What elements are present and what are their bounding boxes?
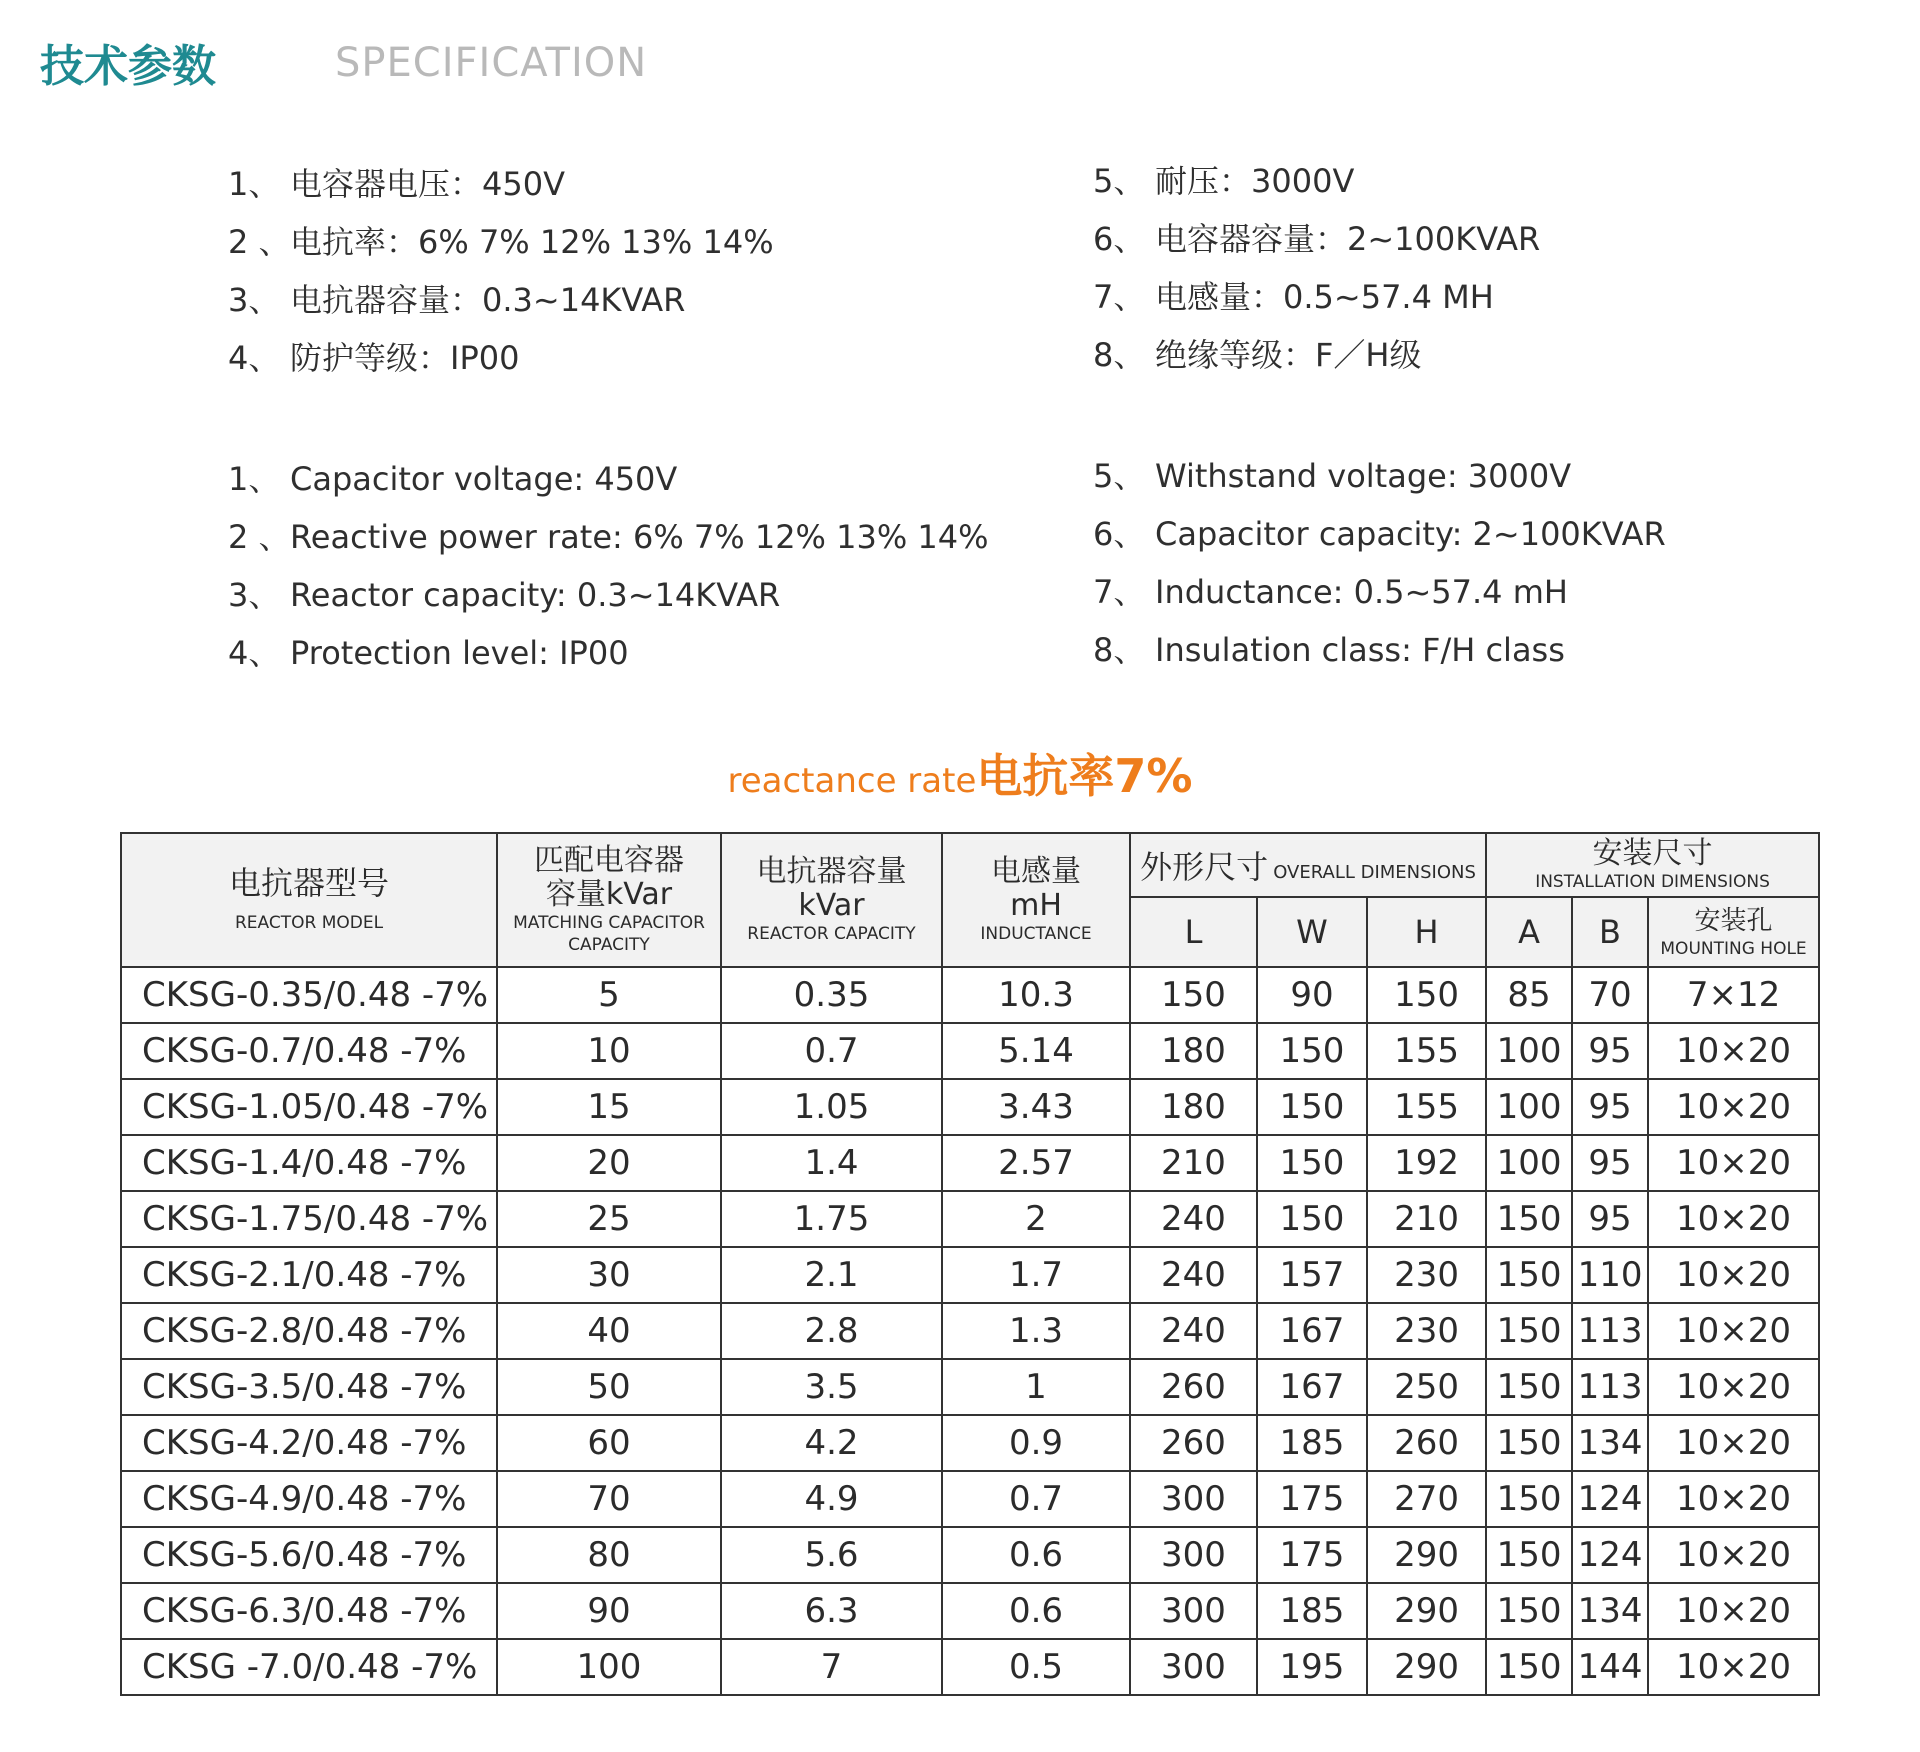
cell-model: CKSG-0.7/0.48 -7% bbox=[121, 1023, 497, 1079]
table-cell: 260 bbox=[1130, 1415, 1257, 1471]
table-cell: 4.9 bbox=[721, 1471, 942, 1527]
table-row bbox=[121, 1303, 1819, 1359]
header-dim-cn: 外形尺寸 bbox=[1140, 848, 1269, 886]
table-cell: 2.1 bbox=[721, 1247, 942, 1303]
table-cell: 195 bbox=[1257, 1639, 1367, 1695]
spec-item-text: Insulation class: F/H class bbox=[1155, 631, 1565, 669]
cell-model: CKSG-2.8/0.48 -7% bbox=[121, 1303, 497, 1359]
table-cell: 6.3 bbox=[721, 1583, 942, 1639]
header-rcap-en: REACTOR CAPACITY bbox=[747, 924, 916, 944]
spec-item bbox=[1093, 447, 1666, 505]
table-cell: 3.5 bbox=[721, 1359, 942, 1415]
table-cell: 10×20 bbox=[1648, 1135, 1819, 1191]
table-row bbox=[121, 1359, 1819, 1415]
spec-table bbox=[120, 832, 1820, 1696]
header-dim-en: OVERALL DIMENSIONS bbox=[1273, 862, 1476, 883]
page-subtitle: SPECIFICATION bbox=[335, 40, 648, 86]
spec-item-number: 2 、 bbox=[228, 518, 291, 556]
table-cell: 85 bbox=[1486, 967, 1572, 1023]
table-row bbox=[121, 1471, 1819, 1527]
table-cell: 270 bbox=[1367, 1471, 1486, 1527]
table-cell: 150 bbox=[1486, 1359, 1572, 1415]
spec-item bbox=[228, 624, 989, 682]
table-cell: 134 bbox=[1572, 1583, 1648, 1639]
table-cell: 100 bbox=[1486, 1023, 1572, 1079]
spec-item-text: Withstand voltage: 3000V bbox=[1155, 457, 1572, 495]
spec-item-text: 防护等级：IP00 bbox=[290, 339, 520, 377]
table-cell: 134 bbox=[1572, 1415, 1648, 1471]
table-cell: 300 bbox=[1130, 1527, 1257, 1583]
table-cell: 290 bbox=[1367, 1639, 1486, 1695]
header-rcap-cn1: 电抗器容量 bbox=[756, 854, 907, 889]
table-cell: 10×20 bbox=[1648, 1359, 1819, 1415]
table-row bbox=[121, 1247, 1819, 1303]
spec-item-text: 电容器电压：450V bbox=[290, 165, 565, 203]
header-reactor-capacity bbox=[721, 833, 942, 967]
spec-item-number: 3、 bbox=[228, 281, 281, 319]
header-model-cn: 电抗器型号 bbox=[228, 864, 389, 902]
header-inst-en: INSTALLATION DIMENSIONS bbox=[1535, 872, 1770, 892]
table-cell: 10×20 bbox=[1648, 1023, 1819, 1079]
table-cell: 40 bbox=[497, 1303, 721, 1359]
spec-item-number: 3、 bbox=[228, 576, 281, 614]
table-cell: 175 bbox=[1257, 1471, 1367, 1527]
header-cap-cn2: 容量kVar bbox=[545, 877, 673, 912]
table-cell: 0.6 bbox=[942, 1583, 1130, 1639]
spec-list-en-left bbox=[228, 450, 989, 682]
table-cell: 144 bbox=[1572, 1639, 1648, 1695]
spec-item-number: 4、 bbox=[228, 634, 281, 672]
table-cell: 4.2 bbox=[721, 1415, 942, 1471]
cell-model: CKSG -7.0/0.48 -7% bbox=[121, 1639, 497, 1695]
table-cell: 0.9 bbox=[942, 1415, 1130, 1471]
cell-model: CKSG-1.75/0.48 -7% bbox=[121, 1191, 497, 1247]
table-row bbox=[121, 967, 1819, 1023]
table-cell: 240 bbox=[1130, 1191, 1257, 1247]
cell-model: CKSG-4.2/0.48 -7% bbox=[121, 1415, 497, 1471]
table-cell: 10×20 bbox=[1648, 1471, 1819, 1527]
table-cell: 260 bbox=[1130, 1359, 1257, 1415]
spec-item-text: Capacitor voltage: 450V bbox=[290, 460, 678, 498]
table-cell: 150 bbox=[1486, 1639, 1572, 1695]
spec-item-text: Protection level: IP00 bbox=[290, 634, 629, 672]
header-inst-cn: 安装尺寸 bbox=[1592, 836, 1713, 871]
spec-item-text: 电容器容量：2~100KVAR bbox=[1155, 220, 1541, 258]
header-matching-capacity bbox=[497, 833, 721, 967]
spec-item bbox=[228, 566, 989, 624]
table-cell: 150 bbox=[1257, 1135, 1367, 1191]
table-cell: 290 bbox=[1367, 1527, 1486, 1583]
spec-item bbox=[228, 213, 774, 271]
table-cell: 70 bbox=[1572, 967, 1648, 1023]
cell-model: CKSG-1.4/0.48 -7% bbox=[121, 1135, 497, 1191]
table-cell: 1.7 bbox=[942, 1247, 1130, 1303]
table-row bbox=[121, 1415, 1819, 1471]
table-row bbox=[121, 1079, 1819, 1135]
table-cell: 0.6 bbox=[942, 1527, 1130, 1583]
table-cell: 300 bbox=[1130, 1583, 1257, 1639]
table-body bbox=[121, 967, 1819, 1695]
table-cell: 10.3 bbox=[942, 967, 1130, 1023]
spec-item-text: 电感量：0.5~57.4 MH bbox=[1155, 278, 1494, 316]
spec-item bbox=[228, 271, 774, 329]
table-cell: 180 bbox=[1130, 1079, 1257, 1135]
table-cell: 150 bbox=[1130, 967, 1257, 1023]
spec-item-text: Inductance: 0.5~57.4 mH bbox=[1155, 573, 1568, 611]
spec-item-number: 1、 bbox=[228, 460, 281, 498]
spec-item bbox=[1093, 326, 1540, 384]
header-L: L bbox=[1130, 897, 1257, 967]
spec-item-text: 绝缘等级：F／H级 bbox=[1155, 336, 1422, 374]
spec-item-text: Capacitor capacity: 2~100KVAR bbox=[1155, 515, 1666, 553]
cell-model: CKSG-2.1/0.48 -7% bbox=[121, 1247, 497, 1303]
table-cell: 10×20 bbox=[1648, 1639, 1819, 1695]
table-cell: 210 bbox=[1130, 1135, 1257, 1191]
table-cell: 290 bbox=[1367, 1583, 1486, 1639]
table-cell: 180 bbox=[1130, 1023, 1257, 1079]
table-cell: 230 bbox=[1367, 1247, 1486, 1303]
table-cell: 80 bbox=[497, 1527, 721, 1583]
cell-model: CKSG-4.9/0.48 -7% bbox=[121, 1471, 497, 1527]
table-cell: 0.35 bbox=[721, 967, 942, 1023]
table-cell: 30 bbox=[497, 1247, 721, 1303]
table-cell: 113 bbox=[1572, 1359, 1648, 1415]
spec-item-text: 电抗率：6% 7% 12% 13% 14% bbox=[290, 223, 774, 261]
table-cell: 10×20 bbox=[1648, 1583, 1819, 1639]
table-cell: 240 bbox=[1130, 1247, 1257, 1303]
spec-item bbox=[1093, 268, 1540, 326]
table-cell: 150 bbox=[1486, 1583, 1572, 1639]
table-cell: 150 bbox=[1486, 1303, 1572, 1359]
spec-item-number: 5、 bbox=[1093, 162, 1146, 200]
header-rcap-cn2: kVar bbox=[798, 888, 865, 923]
spec-item-number: 8、 bbox=[1093, 631, 1146, 669]
table-row bbox=[121, 1639, 1819, 1695]
table-cell: 10×20 bbox=[1648, 1415, 1819, 1471]
spec-item-number: 6、 bbox=[1093, 515, 1146, 553]
header-hole-en: MOUNTING HOLE bbox=[1660, 939, 1807, 959]
table-cell: 150 bbox=[1486, 1247, 1572, 1303]
table-cell: 230 bbox=[1367, 1303, 1486, 1359]
table-cell: 1.3 bbox=[942, 1303, 1130, 1359]
spec-item-number: 2 、 bbox=[228, 223, 291, 261]
table-cell: 1.75 bbox=[721, 1191, 942, 1247]
table-cell: 250 bbox=[1367, 1359, 1486, 1415]
table-cell: 210 bbox=[1367, 1191, 1486, 1247]
header-model bbox=[121, 833, 497, 967]
spec-item-text: Reactor capacity: 0.3~14KVAR bbox=[290, 576, 781, 614]
table-cell: 2.8 bbox=[721, 1303, 942, 1359]
spec-item bbox=[1093, 621, 1666, 679]
spec-item-text: 电抗器容量：0.3~14KVAR bbox=[290, 281, 686, 319]
table-cell: 260 bbox=[1367, 1415, 1486, 1471]
table-cell: 185 bbox=[1257, 1583, 1367, 1639]
table-row bbox=[121, 1191, 1819, 1247]
table-cell: 150 bbox=[1486, 1191, 1572, 1247]
spec-item-number: 5、 bbox=[1093, 457, 1146, 495]
table-cell: 300 bbox=[1130, 1639, 1257, 1695]
table-cell: 95 bbox=[1572, 1135, 1648, 1191]
table-cell: 2 bbox=[942, 1191, 1130, 1247]
table-cell: 150 bbox=[1257, 1023, 1367, 1079]
table-cell: 150 bbox=[1257, 1079, 1367, 1135]
table-cell: 95 bbox=[1572, 1023, 1648, 1079]
table-cell: 0.7 bbox=[942, 1471, 1130, 1527]
header-cap-en1: MATCHING CAPACITOR bbox=[513, 913, 705, 933]
table-row bbox=[121, 1583, 1819, 1639]
table-cell: 113 bbox=[1572, 1303, 1648, 1359]
table-cell: 150 bbox=[1486, 1527, 1572, 1583]
table-cell: 1 bbox=[942, 1359, 1130, 1415]
table-cell: 167 bbox=[1257, 1303, 1367, 1359]
spec-item-text: 耐压：3000V bbox=[1155, 162, 1355, 200]
header-mounting-hole bbox=[1648, 897, 1819, 967]
table-cell: 10×20 bbox=[1648, 1303, 1819, 1359]
header-W: W bbox=[1257, 897, 1367, 967]
table-cell: 95 bbox=[1572, 1191, 1648, 1247]
table-cell: 10×20 bbox=[1648, 1191, 1819, 1247]
spec-item bbox=[228, 450, 989, 508]
table-cell: 240 bbox=[1130, 1303, 1257, 1359]
cell-model: CKSG-1.05/0.48 -7% bbox=[121, 1079, 497, 1135]
table-cell: 155 bbox=[1367, 1079, 1486, 1135]
spec-item-number: 7、 bbox=[1093, 573, 1146, 611]
header-installation-dimensions bbox=[1486, 833, 1819, 897]
spec-item bbox=[1093, 563, 1666, 621]
table-cell: 50 bbox=[497, 1359, 721, 1415]
table-cell: 192 bbox=[1367, 1135, 1486, 1191]
cell-model: CKSG-5.6/0.48 -7% bbox=[121, 1527, 497, 1583]
table-cell: 0.5 bbox=[942, 1639, 1130, 1695]
spec-item-number: 1、 bbox=[228, 165, 281, 203]
table-cell: 1.05 bbox=[721, 1079, 942, 1135]
spec-item bbox=[228, 329, 774, 387]
cell-model: CKSG-3.5/0.48 -7% bbox=[121, 1359, 497, 1415]
spec-item-number: 8、 bbox=[1093, 336, 1146, 374]
table-cell: 175 bbox=[1257, 1527, 1367, 1583]
table-cell: 100 bbox=[1486, 1135, 1572, 1191]
header-H: H bbox=[1367, 897, 1486, 967]
table-cell: 70 bbox=[497, 1471, 721, 1527]
spec-item bbox=[1093, 505, 1666, 563]
table-title bbox=[0, 740, 1920, 806]
table-cell: 25 bbox=[497, 1191, 721, 1247]
table-cell: 100 bbox=[1486, 1079, 1572, 1135]
table-cell: 5.6 bbox=[721, 1527, 942, 1583]
table-cell: 60 bbox=[497, 1415, 721, 1471]
table-cell: 150 bbox=[1486, 1415, 1572, 1471]
table-row bbox=[121, 1135, 1819, 1191]
table-header bbox=[121, 833, 1819, 967]
spec-list-cn-left bbox=[228, 155, 774, 387]
table-cell: 7×12 bbox=[1648, 967, 1819, 1023]
table-cell: 90 bbox=[1257, 967, 1367, 1023]
table-cell: 150 bbox=[1486, 1471, 1572, 1527]
spec-list-cn-right bbox=[1093, 152, 1540, 384]
cell-model: CKSG-0.35/0.48 -7% bbox=[121, 967, 497, 1023]
table-cell: 10×20 bbox=[1648, 1247, 1819, 1303]
header-inductance bbox=[942, 833, 1130, 967]
table-cell: 300 bbox=[1130, 1471, 1257, 1527]
header-ind-cn1: 电感量 bbox=[991, 854, 1081, 889]
table-cell: 15 bbox=[497, 1079, 721, 1135]
table-row bbox=[121, 1527, 1819, 1583]
table-cell: 7 bbox=[721, 1639, 942, 1695]
table-cell: 1.4 bbox=[721, 1135, 942, 1191]
table-title-en: reactance rate bbox=[727, 761, 977, 801]
table-cell: 20 bbox=[497, 1135, 721, 1191]
table-cell: 5 bbox=[497, 967, 721, 1023]
header-cap-cn1: 匹配电容器 bbox=[534, 843, 684, 878]
cell-model: CKSG-6.3/0.48 -7% bbox=[121, 1583, 497, 1639]
table-cell: 150 bbox=[1257, 1191, 1367, 1247]
header-A: A bbox=[1486, 897, 1572, 967]
table-cell: 110 bbox=[1572, 1247, 1648, 1303]
header-model-en: REACTOR MODEL bbox=[234, 913, 384, 933]
header-cap-en2: CAPACITY bbox=[568, 935, 650, 955]
table-title-cn: 电抗率7% bbox=[976, 749, 1193, 803]
spec-item bbox=[1093, 152, 1540, 210]
table-cell: 124 bbox=[1572, 1527, 1648, 1583]
table-cell: 10×20 bbox=[1648, 1527, 1819, 1583]
table-cell: 150 bbox=[1367, 967, 1486, 1023]
table-cell: 10 bbox=[497, 1023, 721, 1079]
header-ind-cn2: mH bbox=[1010, 888, 1062, 923]
table-cell: 185 bbox=[1257, 1415, 1367, 1471]
table-row bbox=[121, 1023, 1819, 1079]
spec-item bbox=[228, 508, 989, 566]
spec-item-number: 6、 bbox=[1093, 220, 1146, 258]
header-ind-en: INDUCTANCE bbox=[980, 924, 1092, 944]
table-cell: 0.7 bbox=[721, 1023, 942, 1079]
header-hole-cn: 安装孔 bbox=[1694, 906, 1773, 936]
header-B: B bbox=[1572, 897, 1648, 967]
table-cell: 95 bbox=[1572, 1079, 1648, 1135]
spec-item-text: Reactive power rate: 6% 7% 12% 13% 14% bbox=[290, 518, 989, 556]
table-cell: 2.57 bbox=[942, 1135, 1130, 1191]
spec-item-number: 4、 bbox=[228, 339, 281, 377]
table-cell: 90 bbox=[497, 1583, 721, 1639]
table-cell: 155 bbox=[1367, 1023, 1486, 1079]
header-overall-dimensions bbox=[1130, 833, 1486, 897]
table-cell: 124 bbox=[1572, 1471, 1648, 1527]
table-cell: 3.43 bbox=[942, 1079, 1130, 1135]
table-cell: 100 bbox=[497, 1639, 721, 1695]
spec-list-en-right bbox=[1093, 447, 1666, 679]
spec-item bbox=[1093, 210, 1540, 268]
spec-item bbox=[228, 155, 774, 213]
table-cell: 10×20 bbox=[1648, 1079, 1819, 1135]
table-cell: 167 bbox=[1257, 1359, 1367, 1415]
spec-item-number: 7、 bbox=[1093, 278, 1146, 316]
table-cell: 5.14 bbox=[942, 1023, 1130, 1079]
table-cell: 157 bbox=[1257, 1247, 1367, 1303]
page-title: 技术参数 bbox=[40, 41, 216, 92]
